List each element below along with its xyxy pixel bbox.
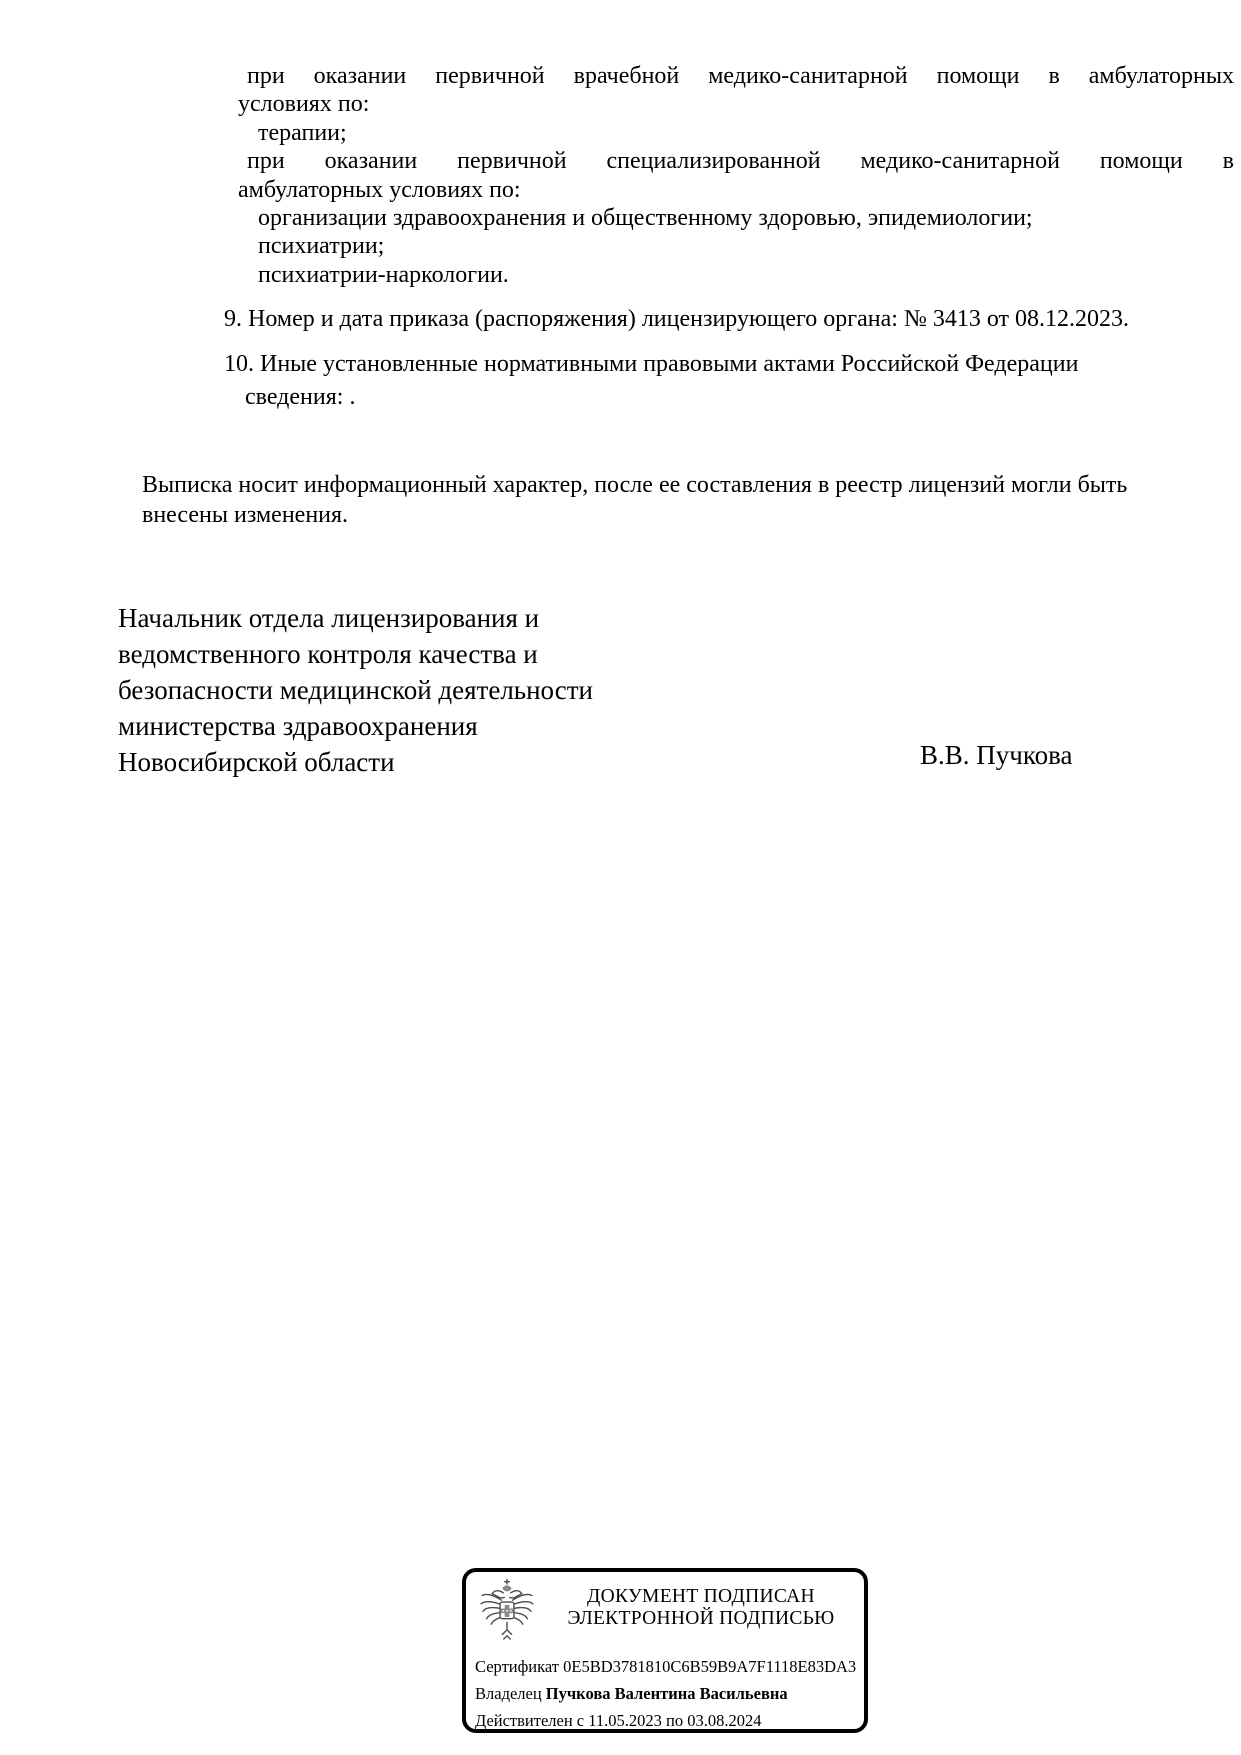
note-line-1: Выписка носит информационный характер, после ее составления в реестр лицензий могли быть <box>142 472 1128 498</box>
signature-position-line-4: министерства здравоохранения <box>118 711 478 741</box>
activity-line: организации здравоохранения и общественному здоровью, эпидемиологии; <box>258 205 1033 232</box>
activities-paragraph <box>238 62 1234 289</box>
activity-line: психиатрии; <box>258 233 385 260</box>
stamp-title-line-1: ДОКУМЕНТ ПОДПИСАН <box>587 1586 815 1607</box>
stamp-details <box>475 1653 858 1734</box>
stamp-title-line-2: ЭЛЕКТРОННОЙ ПОДПИСЬЮ <box>567 1607 835 1629</box>
stamp-title <box>566 1586 836 1629</box>
signature-stamp <box>462 1568 868 1733</box>
activity-line: психиатрии-наркологии. <box>258 261 509 288</box>
signatory-name: В.В. Пучкова <box>920 740 1073 770</box>
activity-line: при оказании первичной специализированной медико-санитарной помощи в <box>247 148 1234 175</box>
signature-block <box>118 600 738 780</box>
signature-position-line-2: ведомственного контроля качества и <box>118 639 538 669</box>
stamp-validity-row: Действителен с 11.05.2023 по 03.08.2024 <box>475 1711 762 1730</box>
activity-line: терапии; <box>258 119 347 146</box>
activity-line: при оказании первичной врачебной медико-санитарной помощи в амбулаторных <box>247 63 1234 89</box>
roszdravnadzor-eagle-icon <box>479 1578 535 1652</box>
activity-line: условиях по: <box>238 91 370 118</box>
item-10-line-1: 10. Иные установленные нормативными правовыми актами Российской Федерации <box>224 351 1079 377</box>
certificate-label: Сертификат <box>475 1657 559 1676</box>
certificate-value: 0E5BD3781810C6B59B9A7F1118E83DA3 <box>563 1657 857 1676</box>
owner-label: Владелец <box>475 1684 542 1703</box>
stamp-owner-row <box>475 1680 858 1707</box>
signature-position-line-3: безопасности медицинской деятельности <box>118 675 593 705</box>
note-paragraph <box>142 470 1187 530</box>
owner-name: Пучкова Валентина Васильевна <box>545 1684 788 1703</box>
stamp-certificate-row <box>475 1653 858 1680</box>
note-line-2: внесены изменения. <box>142 502 349 528</box>
item-9-line: 9. Номер и дата приказа (распоряжения) лицензирующего органа: № 3413 от 08.12.2023. <box>224 306 1130 332</box>
signature-position-line-1: Начальник отдела лицензирования и <box>118 603 540 633</box>
item-10-line-2: сведения: . <box>245 384 356 410</box>
signature-position-line-5: Новосибирской области <box>118 747 395 777</box>
item-10-paragraph <box>224 348 1234 414</box>
activity-line: амбулаторных условиях по: <box>238 176 521 203</box>
